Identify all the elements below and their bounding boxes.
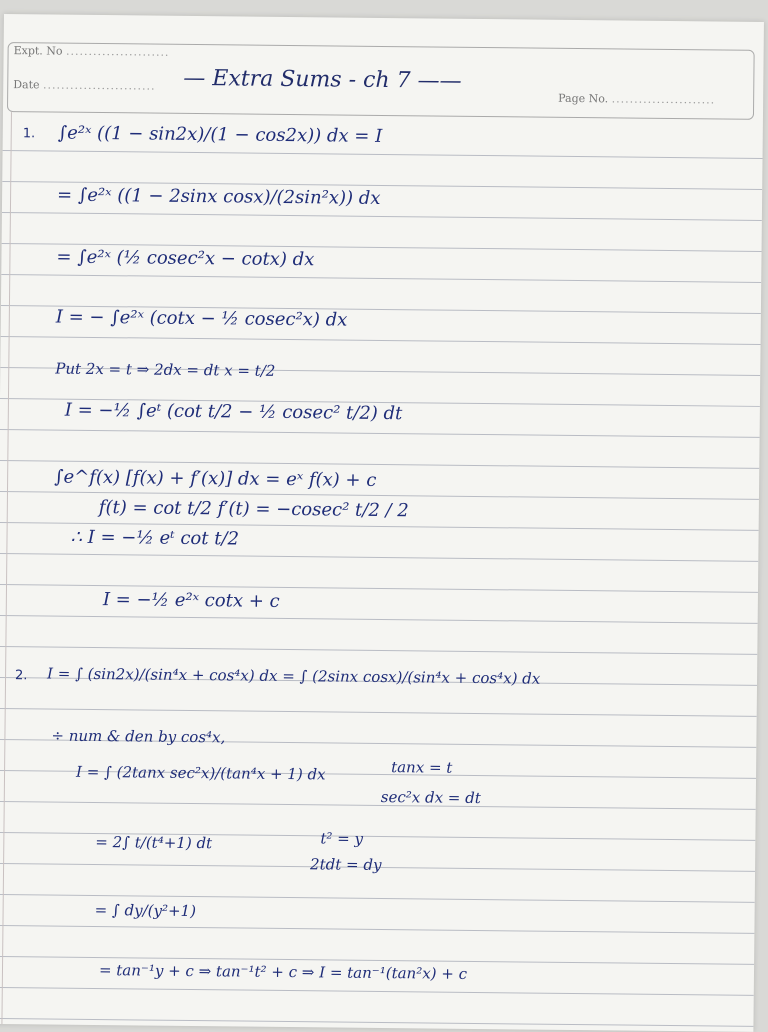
p2-line-2: ÷ num & den by cos⁴x,	[51, 726, 226, 747]
p2-line-1: I = ∫ (sin2x)/(sin⁴x + cos⁴x) dx = ∫ (2sinx cosx)/(sin⁴x + cos⁴x) dx	[47, 664, 541, 688]
ruled-line	[0, 987, 754, 996]
margin-line	[1, 112, 12, 1024]
expt-no-label: Expt. No .......................	[13, 44, 170, 59]
ruled-lines	[4, 14, 764, 22]
p2-line-3: I = ∫ (2tanx sec²x)/(tan⁴x + 1) dx	[75, 762, 326, 784]
p2-line-4: tanx = t	[391, 758, 453, 777]
p1-line-7: ∫e^f(x) [f(x) + f′(x)] dx = eˣ f(x) + c	[54, 466, 377, 491]
ruled-line	[1, 274, 761, 283]
p2-line-5: sec²x dx = dt	[380, 787, 481, 808]
ruled-line	[1, 336, 761, 345]
ruled-line	[0, 801, 756, 810]
ruled-line	[0, 1018, 753, 1027]
problem-2-number: 2.	[14, 668, 28, 684]
p1-line-8: f(t) = cot t/2 f′(t) = −cosec² t/2 / 2	[98, 497, 409, 522]
notebook-page	[0, 14, 764, 1032]
ruled-line	[2, 212, 762, 221]
p1-line-10: I = −½ e²ˣ cotx + c	[102, 589, 280, 612]
ruled-line	[0, 708, 757, 717]
p2-line-10: = tan⁻¹y + c ⇒ tan⁻¹t² + c ⇒ I = tan⁻¹(tan²x) + c	[98, 961, 468, 983]
ruled-line	[0, 429, 760, 438]
page-no-label: Page No. .......................	[558, 91, 716, 107]
page-title: — Extra Sums - ch 7 ——	[183, 65, 462, 94]
ruled-line	[3, 150, 763, 159]
ruled-line	[0, 925, 754, 934]
p1-line-9: ∴ I = −½ eᵗ cot t/2	[70, 526, 240, 550]
date-label: Date .........................	[13, 78, 156, 93]
p1-line-4: I = − ∫e²ˣ (cotx − ½ cosec²x) dx	[55, 306, 348, 331]
p1-line-3: = ∫e²ˣ (½ cosec²x − cotx) dx	[56, 246, 315, 271]
ruled-line	[0, 646, 757, 655]
ruled-line	[0, 615, 758, 624]
p2-line-9: = ∫ dy/(y²+1)	[94, 900, 197, 921]
p2-line-6: = 2∫ t/(t⁴+1) dt	[95, 833, 213, 853]
p1-line-5: Put 2x = t ⇒ 2dx = dt x = t/2	[55, 359, 276, 380]
p1-line-2: = ∫e²ˣ ((1 − 2sinx cosx)/(2sin²x)) dx	[56, 184, 381, 209]
p2-line-7: t² = y	[320, 829, 364, 848]
p1-line-1: ∫e²ˣ ((1 − sin2x)/(1 − cos2x)) dx = I	[57, 122, 383, 147]
p2-line-8: 2tdt = dy	[310, 855, 382, 874]
problem-1-number: 1.	[22, 126, 36, 142]
ruled-line	[0, 553, 758, 562]
p1-line-6: I = −½ ∫eᵗ (cot t/2 − ½ cosec² t/2) dt	[64, 399, 403, 425]
